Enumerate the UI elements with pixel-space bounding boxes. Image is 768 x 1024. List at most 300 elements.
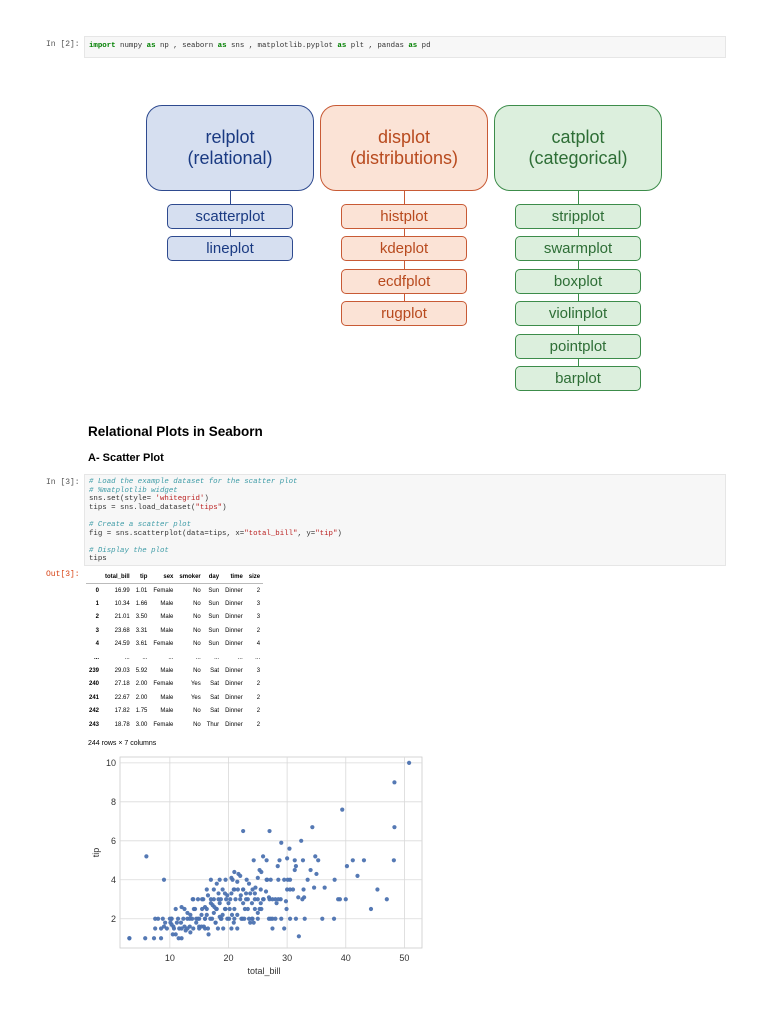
function-kind: (categorical) — [528, 148, 628, 168]
scatter-point — [229, 926, 233, 930]
scatter-point — [338, 897, 342, 901]
scatter-point — [194, 917, 198, 921]
scatter-point — [270, 917, 274, 921]
y-tick-label: 8 — [110, 796, 116, 807]
scatter-point — [188, 913, 192, 917]
scatter-point — [225, 893, 229, 897]
scatter-point — [181, 917, 185, 921]
table-cell: Dinner — [225, 681, 243, 688]
scatter-point — [252, 858, 256, 862]
scatter-point — [257, 868, 261, 872]
scatter-point — [162, 878, 166, 882]
table-cell: ... — [255, 654, 261, 661]
scatter-point — [244, 891, 248, 895]
scatter-point — [253, 885, 257, 889]
scatter-point — [205, 887, 209, 891]
scatter-point — [288, 887, 292, 891]
code-line — [89, 538, 342, 547]
scatter-point — [197, 917, 201, 921]
scatter-point — [203, 917, 207, 921]
scatter-point — [194, 921, 198, 925]
rugplot-box: rugplot — [341, 301, 467, 326]
scatter-point — [200, 897, 204, 901]
table-row — [86, 624, 263, 637]
scatter-point — [332, 917, 336, 921]
scatter-point — [242, 917, 246, 921]
table-cell: Female — [153, 721, 174, 728]
scatter-point — [159, 936, 163, 940]
table-cell: No — [193, 708, 201, 715]
violinplot-box: violinplot — [515, 301, 641, 326]
row-index: 2 — [95, 614, 100, 621]
scatter-point — [285, 856, 289, 860]
table-cell: 2.00 — [135, 694, 148, 701]
scatter-point — [171, 932, 175, 936]
table-cell: Male — [160, 614, 174, 621]
table-cell: Sat — [210, 668, 220, 675]
scatter-point — [301, 858, 305, 862]
table-cell: Sat — [210, 681, 220, 688]
table-cell: Dinner — [225, 694, 243, 701]
x-tick-label: 40 — [340, 953, 351, 963]
scatter-point — [269, 878, 273, 882]
scatter-point — [233, 897, 237, 901]
table-cell: No — [193, 587, 201, 594]
scatter-point — [284, 899, 288, 903]
scatter-point — [288, 878, 292, 882]
scatter-point — [286, 878, 290, 882]
code-line — [89, 512, 342, 521]
scatter-point — [223, 891, 227, 895]
scatter-point — [193, 907, 197, 911]
x-tick-label: 30 — [282, 953, 293, 963]
scatter-point — [197, 924, 201, 928]
scatter-point — [282, 926, 286, 930]
code-line: # Create a scatter plot — [89, 520, 192, 529]
code-line: # Load the example dataset for the scatter plot — [89, 478, 298, 486]
scatter-point — [211, 903, 215, 907]
scatter-point — [200, 907, 204, 911]
scatter-point — [256, 911, 260, 915]
scatter-point — [232, 887, 236, 891]
table-row — [86, 664, 263, 677]
scatter-point — [277, 858, 281, 862]
table-cell: Male — [160, 694, 174, 701]
dataframe-shape-note: 244 rows × 7 columns — [88, 740, 157, 747]
pointplot-box: pointplot — [515, 334, 641, 359]
column-header: sex — [150, 570, 176, 584]
scatter-point — [170, 917, 174, 921]
scatter-point — [279, 841, 283, 845]
scatter-point — [392, 780, 396, 784]
scatter-point — [152, 936, 156, 940]
scatter-point — [246, 897, 250, 901]
table-cell: 5.92 — [135, 668, 148, 675]
scatter-point — [203, 917, 207, 921]
row-index: 1 — [95, 601, 100, 608]
scatter-point — [218, 915, 222, 919]
scatter-point — [224, 897, 228, 901]
scatter-point — [232, 907, 236, 911]
histplot-box: histplot — [341, 204, 467, 229]
scatter-point — [223, 907, 227, 911]
scatter-point — [235, 926, 239, 930]
scatter-point — [216, 897, 220, 901]
scatter-point — [215, 882, 219, 886]
table-cell: 1.66 — [135, 601, 148, 608]
row-index: 240 — [89, 681, 100, 688]
scatter-point — [239, 917, 243, 921]
scatter-point — [264, 889, 268, 893]
scatter-point — [221, 887, 225, 891]
scatter-point — [191, 897, 195, 901]
scatter-point — [246, 907, 250, 911]
scatter-point — [156, 917, 160, 921]
scatter-point — [300, 897, 304, 901]
table-cell: Dinner — [225, 601, 243, 608]
scatterplot-box: scatterplot — [167, 204, 293, 229]
scatter-point — [143, 936, 147, 940]
scatter-point — [182, 907, 186, 911]
scatter-point — [179, 921, 183, 925]
scatter-point — [252, 921, 256, 925]
column-header: tip — [133, 570, 151, 584]
scatter-point — [228, 897, 232, 901]
dataframe-table — [86, 570, 263, 731]
scatter-point — [174, 907, 178, 911]
scatter-point — [245, 878, 249, 882]
scatter-point — [299, 839, 303, 843]
scatter-point — [239, 893, 243, 897]
column-header: total_bill — [102, 570, 133, 584]
table-cell: Male — [160, 601, 174, 608]
code-block — [89, 478, 342, 564]
table-row — [86, 678, 263, 691]
y-tick-label: 6 — [110, 835, 116, 846]
code-cell-2[interactable] — [84, 36, 726, 58]
table-cell: 17.82 — [114, 708, 130, 715]
table-cell: Female — [153, 681, 174, 688]
table-cell: 23.68 — [114, 627, 130, 634]
scatter-point — [218, 901, 222, 905]
scatter-point — [235, 913, 239, 917]
table-cell: Male — [160, 708, 174, 715]
row-index: ... — [94, 654, 100, 661]
scatter-point — [259, 887, 263, 891]
scatter-point — [276, 897, 280, 901]
scatter-point — [284, 907, 288, 911]
scatter-point — [262, 897, 266, 901]
scatter-point — [333, 878, 337, 882]
stripplot-box: stripplot — [515, 204, 641, 229]
scatter-point — [208, 917, 212, 921]
table-row — [86, 651, 263, 664]
scatter-point — [232, 887, 236, 891]
table-cell: 18.78 — [114, 721, 130, 728]
scatter-point — [203, 926, 207, 930]
scatter-point — [336, 897, 340, 901]
scatter-point — [127, 936, 131, 940]
table-cell: No — [193, 614, 201, 621]
scatter-point — [306, 878, 310, 882]
scatter-point — [238, 874, 242, 878]
scatter-point — [297, 934, 301, 938]
scatter-point — [244, 897, 248, 901]
row-index: 242 — [89, 708, 100, 715]
scatter-point — [185, 926, 189, 930]
table-cell: ... — [124, 654, 130, 661]
table-cell: 27.18 — [114, 681, 130, 688]
scatter-point — [259, 870, 263, 874]
table-cell: Dinner — [225, 708, 243, 715]
scatter-point — [392, 858, 396, 862]
table-cell: Yes — [190, 681, 201, 688]
scatter-point — [232, 917, 236, 921]
scatter-point — [179, 905, 183, 909]
scatter-point — [184, 928, 188, 932]
scatter-point — [185, 911, 189, 915]
scatter-point — [177, 936, 181, 940]
table-row — [86, 705, 263, 718]
lineplot-box: lineplot — [167, 236, 293, 261]
table-cell: 10.34 — [114, 601, 130, 608]
scatter-point — [241, 829, 245, 833]
scatter-point — [259, 901, 263, 905]
scatter-point — [320, 917, 324, 921]
scatter-point — [261, 897, 265, 901]
scatter-point — [209, 897, 213, 901]
scatter-point — [238, 897, 242, 901]
scatter-point — [210, 917, 214, 921]
scatter-point — [144, 854, 148, 858]
scatter-point — [302, 895, 306, 899]
y-tick-label: 4 — [110, 874, 116, 885]
code-line: tips = sns.load_dataset("tips") — [89, 503, 227, 512]
scatter-point — [241, 887, 245, 891]
table-row — [86, 691, 263, 704]
scatter-point — [369, 907, 373, 911]
scatter-point — [215, 907, 219, 911]
scatter-point — [161, 917, 165, 921]
table-cell: 24.59 — [114, 641, 130, 648]
table-cell: No — [193, 601, 201, 608]
table-cell: Female — [153, 587, 174, 594]
scatter-point — [313, 854, 317, 858]
table-cell: Dinner — [225, 721, 243, 728]
scatter-point — [153, 926, 157, 930]
scatter-point — [182, 924, 186, 928]
scatter-point — [267, 895, 271, 899]
section-heading: Relational Plots in Seaborn — [88, 424, 263, 439]
scatter-point — [265, 878, 269, 882]
scatter-point — [355, 874, 359, 878]
column-header — [86, 570, 102, 584]
scatter-point — [206, 893, 210, 897]
scatter-point — [212, 887, 216, 891]
function-name: relplot — [205, 127, 255, 147]
scatter-point — [291, 887, 295, 891]
output-prompt-3: Out[3]: — [46, 570, 80, 579]
table-cell: 3 — [256, 614, 261, 621]
function-kind: (distributions) — [349, 148, 459, 168]
row-index: 0 — [95, 587, 100, 594]
input-prompt-2: In [2]: — [46, 40, 80, 49]
scatter-point — [269, 917, 273, 921]
scatter-point — [223, 878, 227, 882]
scatter-point — [241, 887, 245, 891]
table-cell: 3.31 — [135, 627, 148, 634]
scatter-point — [288, 917, 292, 921]
scatter-point — [170, 917, 174, 921]
scatter-point — [303, 917, 307, 921]
scatter-point — [172, 926, 176, 930]
scatter-point — [188, 930, 192, 934]
scatter-point — [250, 887, 254, 891]
table-cell: 29.03 — [114, 668, 130, 675]
scatter-point — [163, 921, 167, 925]
scatter-point — [188, 917, 192, 921]
table-cell: Sat — [210, 694, 220, 701]
scatter-point — [221, 926, 225, 930]
scatter-point — [250, 917, 254, 921]
ecdfplot-box: ecdfplot — [341, 269, 467, 294]
row-index: 241 — [89, 694, 100, 701]
scatter-point — [294, 864, 298, 868]
scatter-point — [248, 891, 252, 895]
table-cell: 2 — [256, 721, 261, 728]
swarmplot-box: swarmplot — [515, 236, 641, 261]
table-cell: No — [193, 641, 201, 648]
scatter-point — [212, 905, 216, 909]
scatter-point — [270, 897, 274, 901]
table-cell: 3.50 — [135, 614, 148, 621]
scatter-point — [248, 921, 252, 925]
scatter-point — [240, 917, 244, 921]
table-cell: Sun — [208, 614, 220, 621]
subsection-heading: A- Scatter Plot — [88, 452, 164, 464]
scatter-point — [205, 913, 209, 917]
x-tick-label: 10 — [164, 953, 175, 963]
scatter-point — [188, 924, 192, 928]
scatter-point — [205, 907, 209, 911]
scatter-point — [256, 897, 260, 901]
scatter-point — [219, 897, 223, 901]
scatter-point — [218, 878, 222, 882]
catplot-box — [494, 105, 662, 191]
row-index: 4 — [95, 641, 100, 648]
scatter-point — [229, 891, 233, 895]
scatter-point — [203, 905, 207, 909]
table-cell: 3 — [256, 668, 261, 675]
scatter-point — [265, 858, 269, 862]
scatter-point — [323, 885, 327, 889]
table-cell: 22.67 — [114, 694, 130, 701]
table-cell: Dinner — [225, 614, 243, 621]
table-cell: ... — [168, 654, 174, 661]
scatter-point — [279, 897, 283, 901]
table-row — [86, 584, 263, 598]
scatter-point — [340, 808, 344, 812]
scatter-point — [247, 882, 251, 886]
scatter-point — [276, 864, 280, 868]
table-cell: 2 — [256, 681, 261, 688]
code-line: fig = sns.scatterplot(data=tips, x="total_bill", y="tip") — [89, 529, 342, 538]
code-line: tips — [89, 555, 107, 564]
plot-area — [120, 757, 422, 948]
scatter-point — [344, 897, 348, 901]
scatter-point — [235, 880, 239, 884]
table-cell: 3.00 — [135, 721, 148, 728]
scatter-point — [212, 911, 216, 915]
scatter-point — [202, 924, 206, 928]
function-name: catplot — [551, 127, 605, 147]
scatter-point — [256, 917, 260, 921]
displot-box — [320, 105, 488, 191]
scatter-point — [190, 917, 194, 921]
code-line: import numpy as np , seaborn as sns , matplotlib.pyplot as plt , pandas as pd — [89, 42, 431, 50]
scatter-point — [209, 878, 213, 882]
code-cell-3[interactable] — [84, 474, 726, 566]
scatter-point — [206, 932, 210, 936]
scatter-point — [226, 901, 230, 905]
table-cell: 1.01 — [135, 587, 148, 594]
scatter-point — [230, 878, 234, 882]
row-index: 239 — [89, 668, 100, 675]
scatter-point — [219, 917, 223, 921]
scatter-point — [170, 923, 174, 927]
scatter-point — [230, 913, 234, 917]
table-cell: Female — [153, 641, 174, 648]
scatter-point — [206, 926, 210, 930]
boxplot-box: boxplot — [515, 269, 641, 294]
row-index: 243 — [89, 721, 100, 728]
scatter-point — [301, 887, 305, 891]
row-index: 3 — [95, 627, 100, 634]
scatter-point — [232, 870, 236, 874]
scatter-point — [174, 932, 178, 936]
scatter-point — [250, 901, 254, 905]
scatter-point — [227, 917, 231, 921]
scatter-point — [407, 761, 411, 765]
scatter-point — [236, 872, 240, 876]
scatter-point — [197, 926, 201, 930]
table-cell: No — [193, 721, 201, 728]
table-cell: ... — [214, 654, 220, 661]
table-cell: 2 — [256, 708, 261, 715]
scatter-point — [294, 917, 298, 921]
scatter-point — [261, 854, 265, 858]
scatter-point — [270, 926, 274, 930]
x-tick-label: 50 — [399, 953, 410, 963]
scatter-point — [243, 907, 247, 911]
table-cell: No — [193, 668, 201, 675]
scatter-point — [196, 897, 200, 901]
scatter-point — [279, 917, 283, 921]
table-cell: No — [193, 627, 201, 634]
x-axis-label: total_bill — [247, 966, 281, 976]
scatter-point — [316, 858, 320, 862]
y-tick-label: 2 — [110, 913, 116, 924]
scatter-point — [201, 897, 205, 901]
scatter-point — [175, 921, 179, 925]
table-row — [86, 638, 263, 651]
scatter-point — [287, 847, 291, 851]
scatter-point — [127, 936, 131, 940]
table-cell: Thur — [206, 721, 220, 728]
scatter-point — [232, 921, 236, 925]
scatter-point — [267, 829, 271, 833]
scatter-point — [216, 891, 220, 895]
